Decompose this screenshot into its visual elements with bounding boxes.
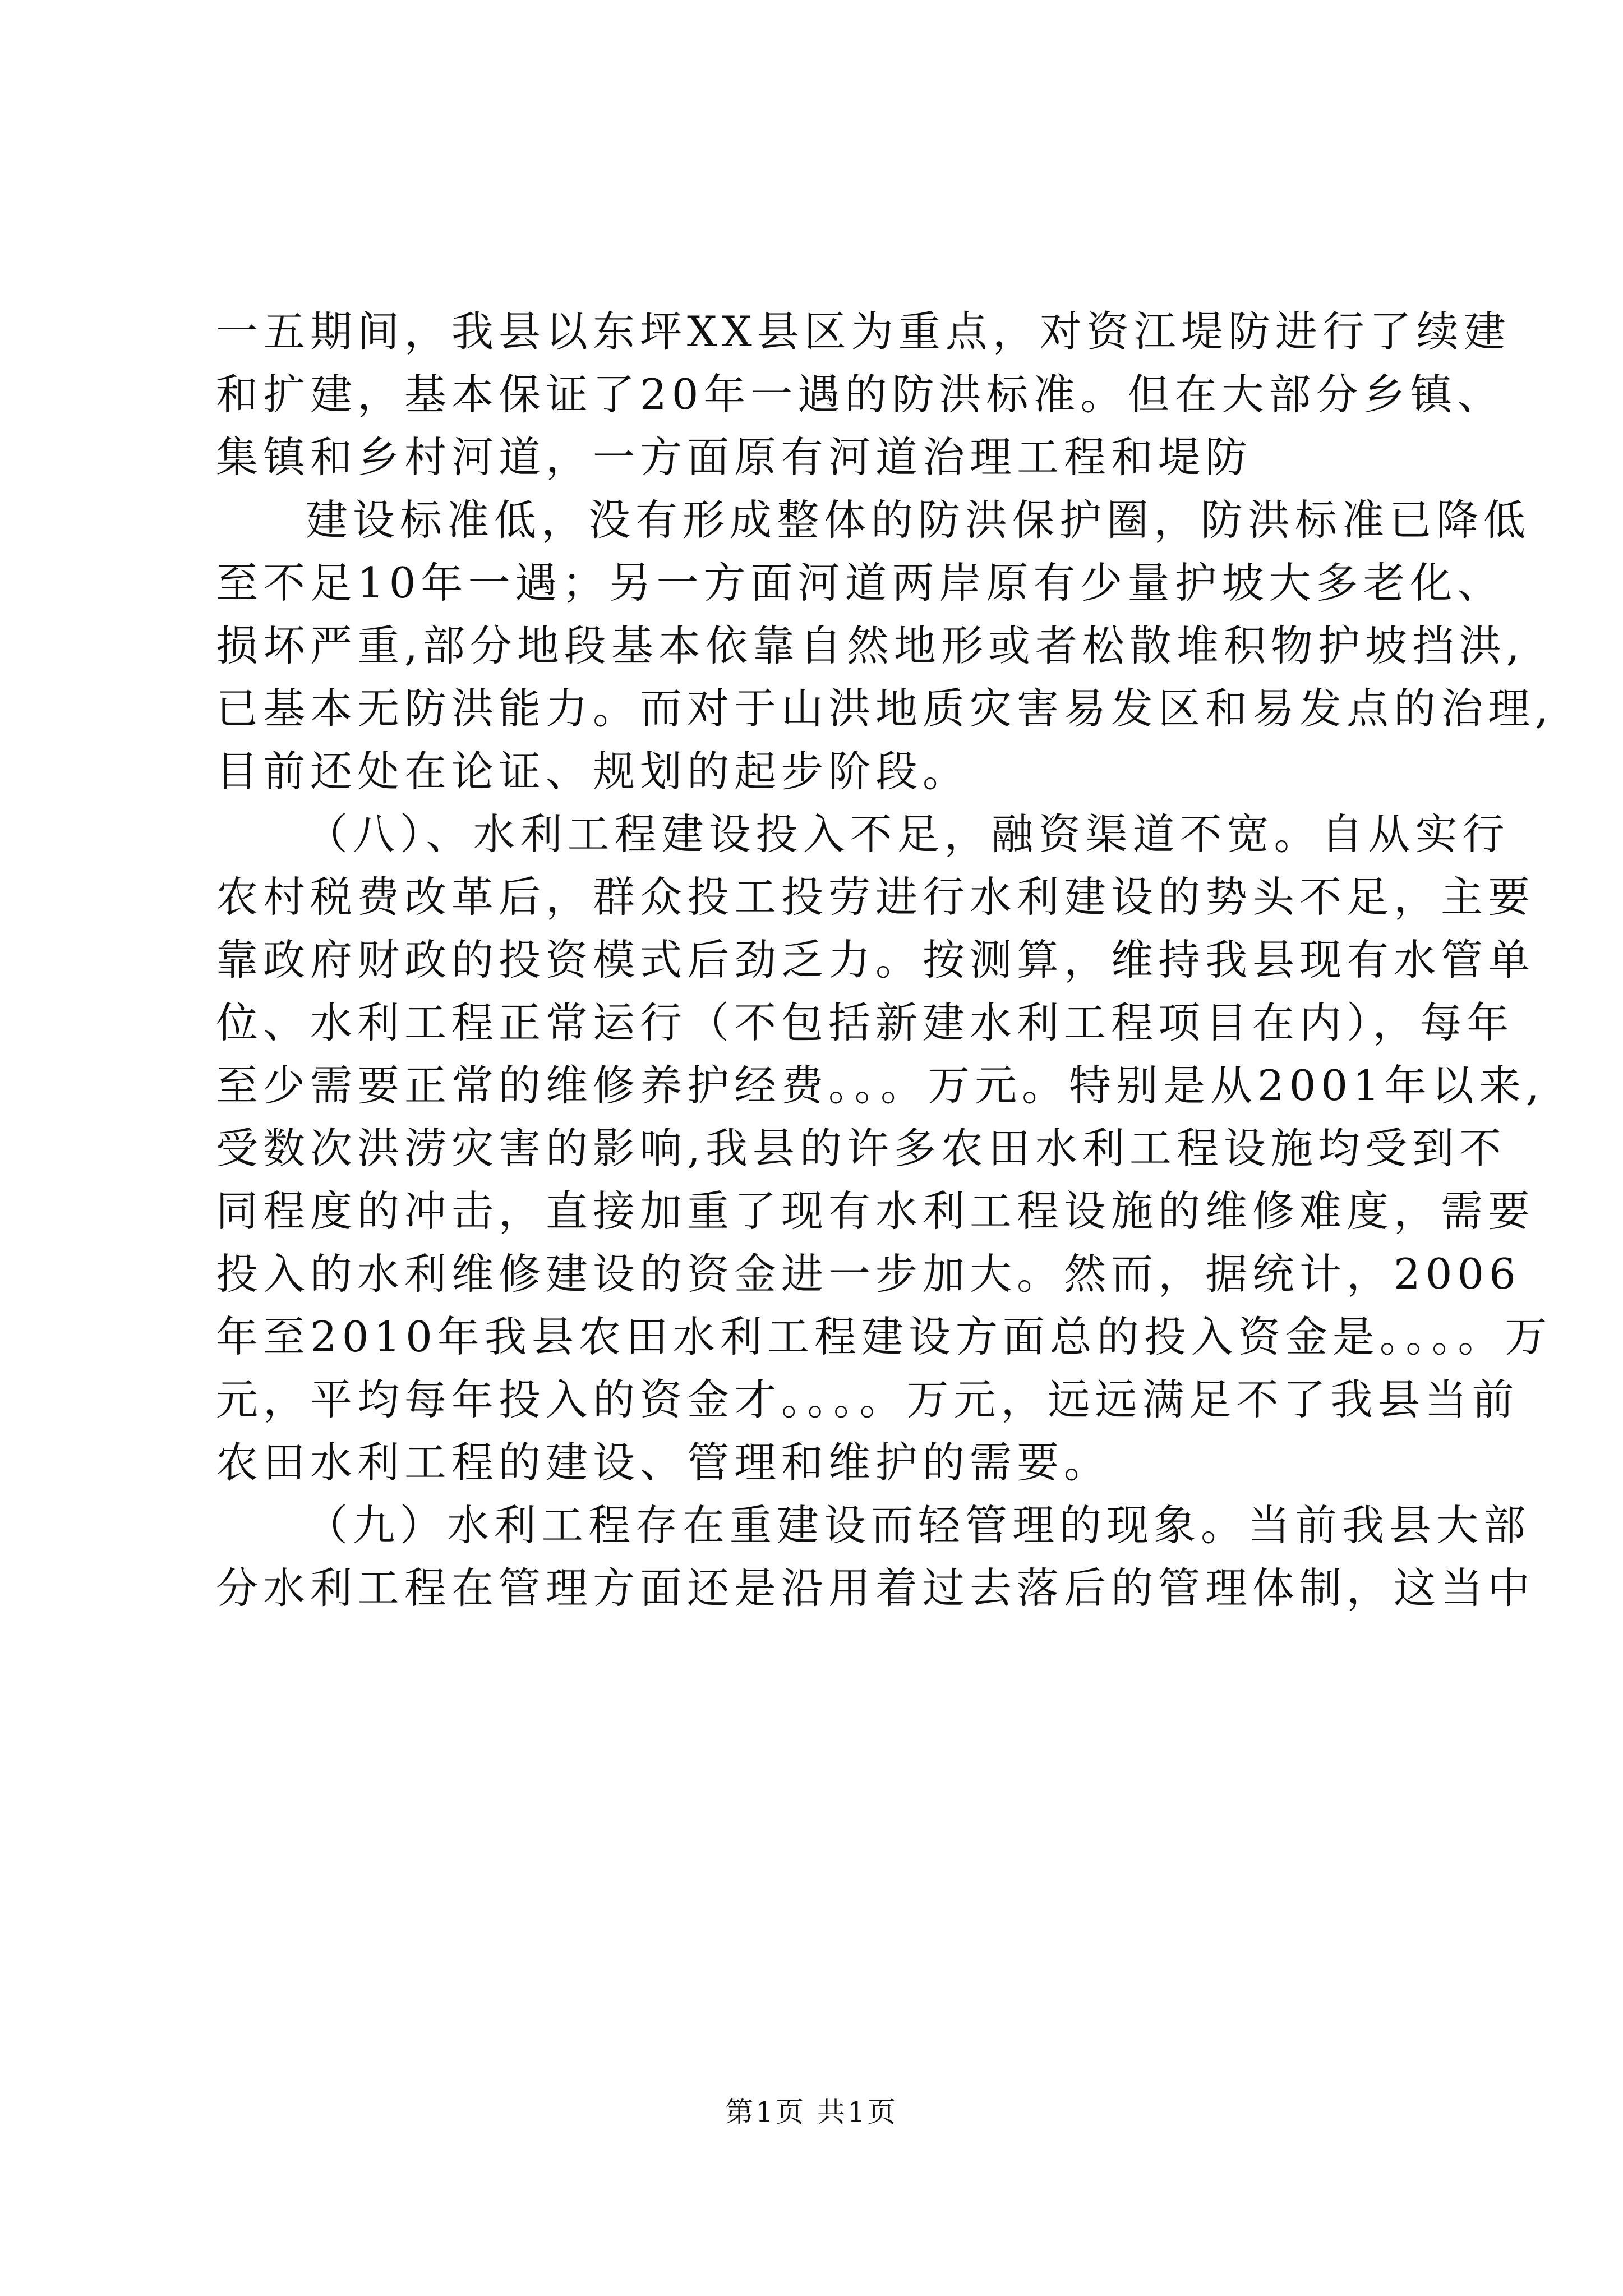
text-line: 受数次洪涝灾害的影响,我县的许多农田水利工程设施均受到不 [216,1124,1506,1173]
text-line: 同程度的冲击，直接加重了现有水利工程设施的维修难度，需要 [216,1186,1536,1236]
text-line: 集镇和乡村河道，一方面原有河道治理工程和堤防 [216,432,1253,482]
text-line: 建设标准低，没有形成整体的防洪保护圈，防洪标准已降低 [306,495,1531,545]
text-line: 和扩建，基本保证了20年一遇的防洪标准。但在大部分乡镇、 [216,370,1505,419]
text-line: （九）水利工程存在重建设而轻管理的现象。当前我县大部 [306,1501,1531,1550]
text-line: 至少需要正常的维修养护经费。。。万元。特别是从2001年以来, [216,1061,1544,1110]
text-line: 农村税费改革后，群众投工投劳进行水利建设的势头不足，主要 [216,872,1536,922]
text-line: 元，平均每年投入的资金才。。。。万元，远远满足不了我县当前 [216,1375,1519,1424]
text-line: 靠政府财政的投资模式后劲乏力。按测算，维持我县现有水管单 [216,935,1536,984]
text-line: 投入的水利维修建设的资金进一步加大。然而，据统计，2006 [216,1249,1521,1299]
page-number-label: 第1页 共1页 [725,2096,898,2128]
text-line: 损坏严重,部分地段基本依靠自然地形或者松散堆积物护坡挡洪, [216,621,1525,670]
text-line: 农田水利工程的建设、管理和维护的需要。 [216,1438,1112,1487]
text-line: 目前还处在论证、规划的起步阶段。 [216,747,970,796]
text-line: （八）、水利工程建设投入不足，融资渠道不宽。自从实行 [306,809,1510,859]
page-footer [0,2095,1623,2129]
document-body [216,300,1553,1619]
text-line: 分水利工程在管理方面还是沿用着过去落后的管理体制，这当中 [216,1563,1536,1613]
text-line: 一五期间，我县以东坪XX县区为重点，对资江堤防进行了续建 [216,307,1511,356]
text-line: 年至2010年我县农田水利工程建设方面总的投入资金是。。。。万 [216,1312,1552,1361]
text-line: 至不足10年一遇；另一方面河道两岸原有少量护坡大多老化、 [216,558,1505,608]
text-line: 已基本无防洪能力。而对于山洪地质灾害易发区和易发点的治理, [216,684,1553,733]
text-line: 位、水利工程正常运行（不包括新建水利工程项目在内），每年 [216,998,1514,1047]
